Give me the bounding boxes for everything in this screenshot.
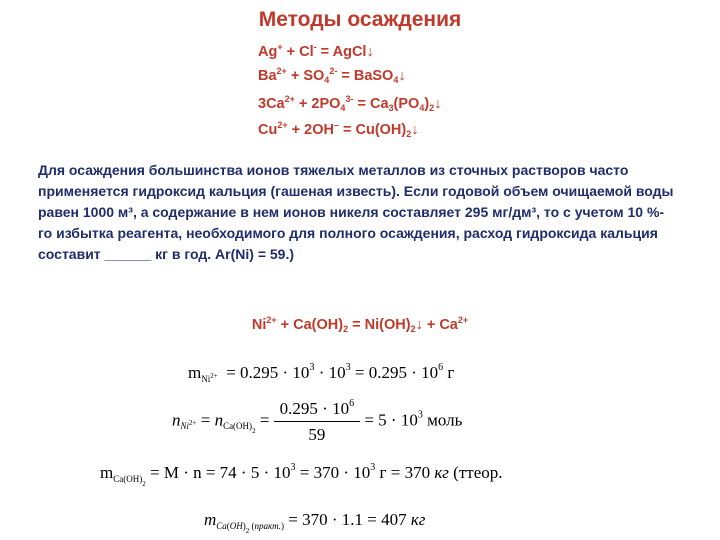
formula-mass-caoh2-theor: $m_{Ca(OH)_2} = M \cdot n = 74 \cdot 5 \cdot 10^3 = 370 \cdot 10^3$ г = 370 кг (ттеор. [100, 462, 503, 488]
reaction-agcl: Ag+ + Cl- = AgCl↓ [258, 42, 374, 60]
problem-text: Для осаждения большинства ионов тяжелых металлов из сточных растворов часто применяется гидроксид кальция (гашеная известь). Если годовой объем очищаемой воды равен 1000 м³, а содержание в нем ионов никеля составляет 295 мг/дм³, то с учетом 10 %-го избытка реагента, необходимого для полного осаждения, расход гидроксида кальция составит ______ кг в год. Ar(Ni) = 59.) [38, 162, 674, 262]
reaction-ca3po4: $3Ca^{2+} + 2PO_4^{3-}$ = $Ca_3(PO_4)_2↓$ [258, 94, 442, 113]
formula-mass-caoh2-pract: $m_{Ca(OH)_2 (практ.)} = 370 \cdot 1.1 = 407$ кг [204, 510, 426, 535]
main-reaction: $Ni^{2+} + Ca(OH)_2$ = $Ni(OH)_2↓ + Ca^{2+}$ [251, 315, 469, 334]
fraction: $\frac{0.295 \cdot 10^6}{59}$ [274, 398, 360, 445]
reaction-baso4: $Ba^{2+} + SO_4^{2-}$ = BaSO$_4$↓ [258, 66, 406, 85]
reaction-cuoh2: $Cu^{2+} + 2OH^-$ = $Cu(OH)_2↓$ [258, 120, 419, 139]
page-title: Методы осаждения [258, 8, 462, 31]
formula-mass-ni: $m_{Ni^{2+}} = 0.295 \cdot 10^3 \cdot 10^3 = 0.295 \cdot 10^6$ г [188, 362, 455, 384]
formula-moles: $n_{Ni^{2+}} = n_{Ca(OH)_2}$ = $\frac{0.295 \cdot 10^6}{59}$ = $5 \cdot 10^3$ моль [172, 398, 463, 444]
